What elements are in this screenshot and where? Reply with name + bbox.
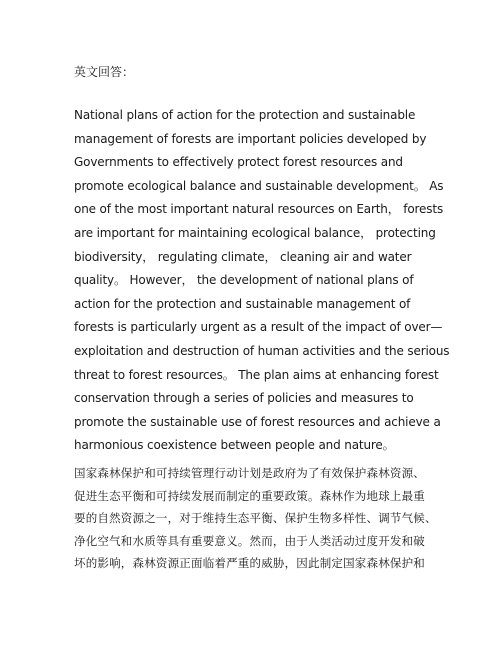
paragraph-line: action for the protection and sustainable management of <box>74 296 411 311</box>
paragraph-line: 要的自然资源之一，对于维持生态平衡、保护生物多样性、调节气候、 <box>74 511 437 526</box>
english-paragraph <box>74 104 449 458</box>
paragraph-line: forests is particularly urgent as a result of the impact of over— <box>74 320 443 335</box>
paragraph-line: promote the sustainable use of forest resources and achieve a <box>74 414 441 429</box>
paragraph-line: promote ecological balance and sustainable development。 As <box>74 178 444 193</box>
paragraph-line: threat to forest resources。 The plan aims at enhancing forest <box>74 367 439 382</box>
paragraph-line: 促进生态平衡和可持续发展而制定的重要政策。森林作为地球上最重 <box>74 488 425 503</box>
paragraph-line: 净化空气和水质等具有重要意义。然而，由于人类活动过度开发和破 <box>74 533 425 548</box>
paragraph-line: harmonious coexistence between people and nature。 <box>74 438 395 453</box>
paragraph-line: management of forests are important policies developed by <box>74 131 427 146</box>
paragraph-line: one of the most important natural resources on Earth， forests <box>74 202 444 217</box>
paragraph-line: Governments to effectively protect forest resources and <box>74 155 403 170</box>
paragraph-line: biodiversity， regulating climate， cleaning air and water <box>74 249 412 264</box>
paragraph-line: 国家森林保护和可持续管理行动计划是政府为了有效保护森林资源、 <box>74 466 425 480</box>
section-heading: 英文回答： <box>74 65 135 79</box>
paragraph-line: 坏的影响，森林资源正面临着严重的威胁，因此制定国家森林保护和 <box>74 556 425 571</box>
paragraph-line: National plans of action for the protection and sustainable <box>74 108 416 122</box>
paragraph-line: quality。 However， the development of national plans of <box>74 273 414 288</box>
paragraph-line: exploitation and destruction of human activities and the serious <box>74 343 450 358</box>
paragraph-line: conservation through a series of policies and measures to <box>74 391 414 406</box>
paragraph-line: are important for maintaining ecological balance， protecting <box>74 225 436 240</box>
chinese-paragraph <box>74 462 437 575</box>
